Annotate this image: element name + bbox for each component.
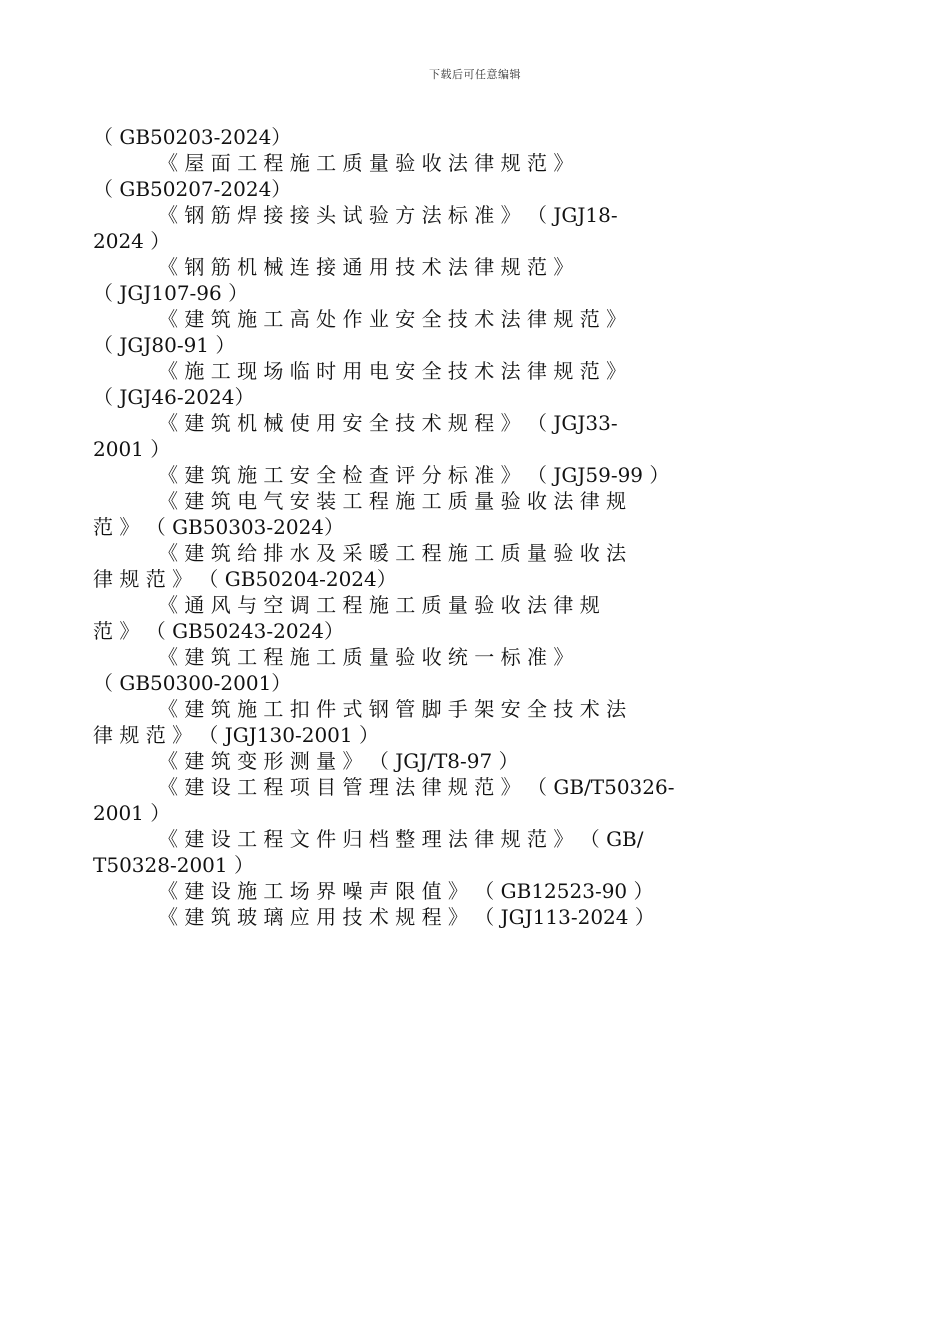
text-line: 律 规 范 》 （ JGJ130-2001 ） [93, 723, 379, 747]
text-line: 《 施 工 现 场 临 时 用 电 安 全 技 术 法 律 规 范 》 [158, 359, 627, 383]
text-line: 《 建 筑 给 排 水 及 采 暖 工 程 施 工 质 量 验 收 法 [158, 541, 627, 565]
standards-list [93, 124, 858, 930]
text-line: 《 建 设 工 程 项 目 管 理 法 律 规 范 》 （ GB/T50326- [158, 775, 675, 799]
text-line: 《 通 风 与 空 调 工 程 施 工 质 量 验 收 法 律 规 [158, 593, 600, 617]
text-line: 《 建 筑 施 工 安 全 检 查 评 分 标 准 》 （ JGJ59-99 ） [158, 463, 670, 487]
text-line: 2024 ） [93, 229, 171, 253]
text-line: 《 建 筑 工 程 施 工 质 量 验 收 统 一 标 准 》 [158, 645, 574, 669]
text-line: 范 》 （ GB50243-2024） [93, 619, 345, 643]
text-line: （ JGJ107-96 ） [93, 281, 249, 305]
text-line: 《 钢 筋 机 械 连 接 通 用 技 术 法 律 规 范 》 [158, 255, 574, 279]
text-line: （ JGJ46-2024） [93, 385, 255, 409]
text-line: T50328-2001 ） [93, 853, 254, 877]
text-line: 《 建 筑 变 形 测 量 》 （ JGJ/T8-97 ） [158, 749, 519, 773]
text-line: 《 建 筑 玻 璃 应 用 技 术 规 程 》 （ JGJ113-2024 ） [158, 905, 655, 929]
text-line: 《 钢 筋 焊 接 接 头 试 验 方 法 标 准 》 （ JGJ18- [158, 203, 618, 227]
text-line: （ JGJ80-91 ） [93, 333, 236, 357]
text-line: 《 建 设 施 工 场 界 噪 声 限 值 》 （ GB12523-90 ） [158, 879, 654, 903]
text-line: 2001 ） [93, 437, 171, 461]
text-line: 2001 ） [93, 801, 171, 825]
page-header: 下载后可任意编辑 [429, 68, 521, 81]
text-line: （ GB50300-2001） [93, 671, 292, 695]
text-line: 律 规 范 》 （ GB50204-2024） [93, 567, 397, 591]
text-line: 《 建 设 工 程 文 件 归 档 整 理 法 律 规 范 》 （ GB/ [158, 827, 644, 851]
text-line: 《 建 筑 机 械 使 用 安 全 技 术 规 程 》 （ JGJ33- [158, 411, 618, 435]
text-line: （ GB50207-2024） [93, 177, 292, 201]
text-line: 《 建 筑 电 气 安 装 工 程 施 工 质 量 验 收 法 律 规 [158, 489, 627, 513]
text-line: 范 》 （ GB50303-2024） [93, 515, 345, 539]
text-line: （ GB50203-2024） [93, 125, 292, 149]
text-line: 《 屋 面 工 程 施 工 质 量 验 收 法 律 规 范 》 [158, 151, 574, 175]
text-line: 《 建 筑 施 工 高 处 作 业 安 全 技 术 法 律 规 范 》 [158, 307, 627, 331]
text-line: 《 建 筑 施 工 扣 件 式 钢 管 脚 手 架 安 全 技 术 法 [158, 697, 627, 721]
